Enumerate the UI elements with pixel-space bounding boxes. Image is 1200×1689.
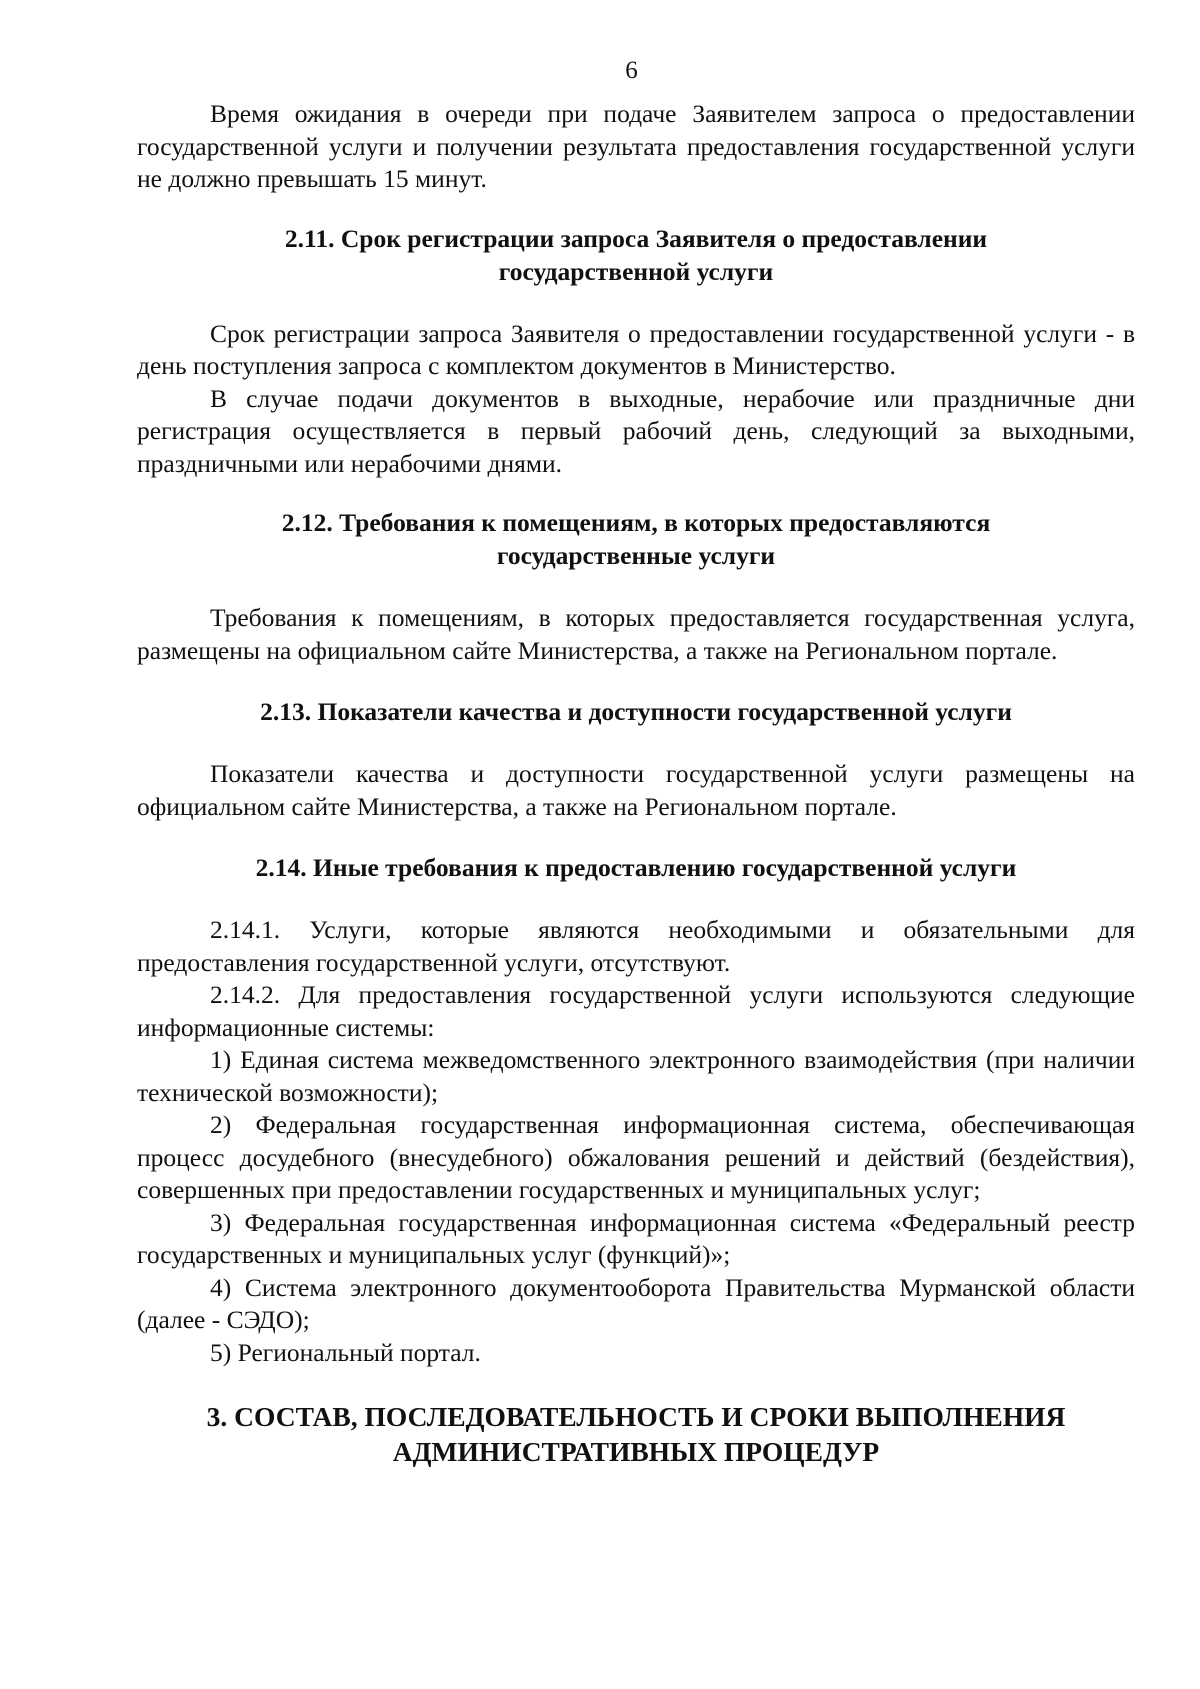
section-heading-line: 2.12. Требования к помещениям, в которых предоставляются — [281, 508, 991, 537]
page-number: 6 — [625, 57, 638, 84]
section-heading-line: государственной услуги — [498, 256, 774, 286]
chapter-heading-line: АДМИНИСТРАТИВНЫХ ПРОЦЕДУР — [392, 1436, 880, 1467]
section-heading-2-12 — [137, 506, 1135, 572]
paragraph: 2.14.1. Услуги, которые являются необходимыми и обязательными для предоставления государственной услуги, отсутствуют. — [137, 915, 1135, 977]
paragraph: В случае подачи документов в выходные, нерабочие или праздничные дни регистрация осуществляется в первый рабочий день, следующий за выходными, праздничными или нерабочими днями. — [137, 383, 1135, 478]
section-heading-2-14 — [137, 851, 1135, 884]
section-heading-2-11 — [137, 222, 1135, 288]
paragraph: 2.14.2. Для предоставления государственной услуги используются следующие информационные системы: — [137, 980, 1135, 1042]
list-item: 5) Региональный портал. — [210, 1337, 481, 1367]
section-heading-2-13 — [137, 695, 1135, 728]
chapter-heading-line: 3. СОСТАВ, ПОСЛЕДОВАТЕЛЬНОСТЬ И СРОКИ ВЫПОЛНЕНИЯ — [206, 1401, 1066, 1432]
intro-paragraph: Время ожидания в очереди при подаче Заявителем запроса о предоставлении государственной услуги и получении результата предоставления государственной услуги не должно превышать 15 минут. — [137, 99, 1135, 193]
list-item: 2) Федеральная государственная информационная система, обеспечивающая процесс досудебного (внесудебного) обжалования решений и действий (бездействия), совершенных при предоставлении государственных и муниципальных услуг; — [137, 1110, 1135, 1204]
section-heading-line: 2.11. Срок регистрации запроса Заявителя о предоставлении — [284, 223, 988, 253]
document-body — [137, 98, 1135, 1469]
paragraph: Требования к помещениям, в которых предоставляется государственная услуга, размещены на официальном сайте Министерства, а также на Региональном портале. — [137, 603, 1135, 665]
paragraph: Показатели качества и доступности государственной услуги размещены на официальном сайте Министерства, а также на Региональном портале. — [137, 759, 1135, 821]
chapter-heading-3 — [137, 1399, 1135, 1469]
list-item: 3) Федеральная государственная информационная система «Федеральный реестр государственных и муниципальных услуг (функций)»; — [137, 1207, 1135, 1269]
list-item: 1) Единая система межведомственного электронного взаимодействия (при наличии технической возможности); — [137, 1045, 1135, 1107]
section-heading-line: 2.14. Иные требования к предоставлению государственной услуги — [255, 853, 1017, 882]
list-item: 4) Система электронного документооборота Правительства Мурманской области (далее - СЭДО); — [137, 1272, 1135, 1334]
paragraph: Срок регистрации запроса Заявителя о предоставлении государственной услуги - в день поступления запроса с комплектом документов в Министерство. — [137, 318, 1135, 380]
section-heading-line: 2.13. Показатели качества и доступности государственной услуги — [260, 697, 1012, 726]
section-heading-line: государственные услуги — [496, 541, 776, 570]
